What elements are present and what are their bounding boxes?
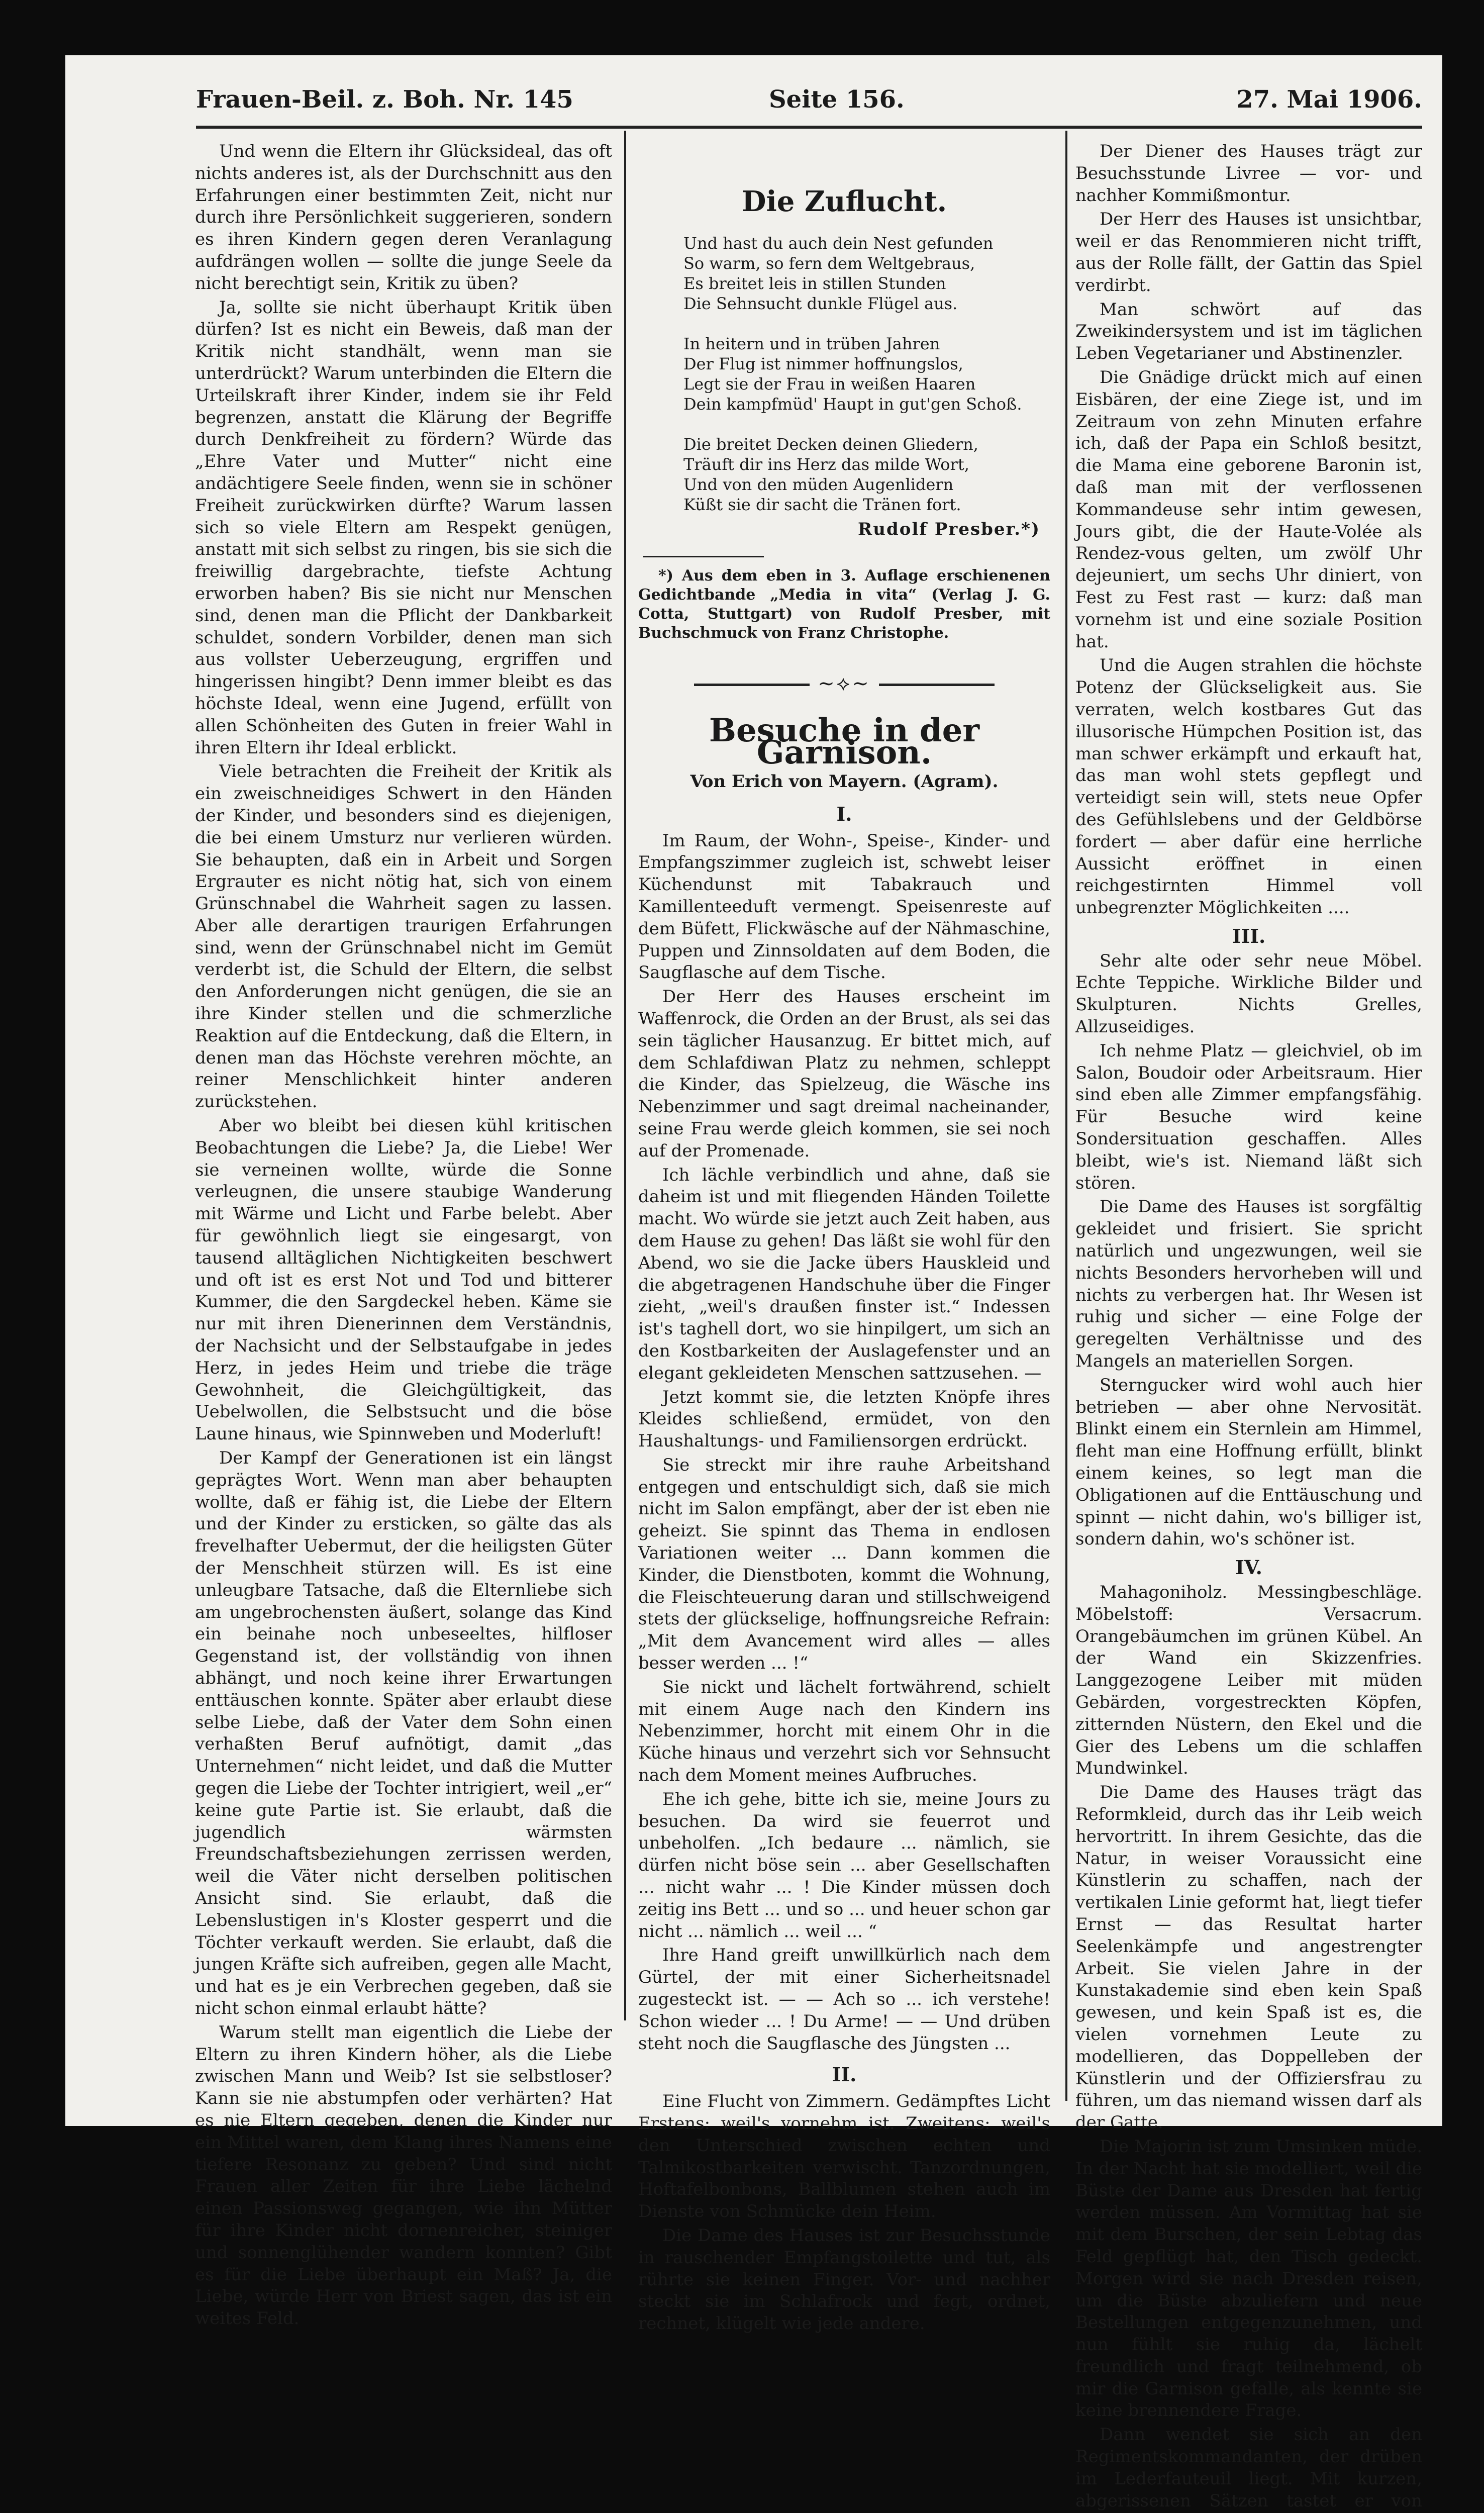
poem-line: So warm, so fern dem Weltgebraus, bbox=[683, 253, 975, 273]
poem-line: Träuft dir ins Herz das milde Wort, bbox=[683, 454, 969, 474]
footnote-rule bbox=[643, 556, 764, 557]
poem-body bbox=[683, 233, 1050, 515]
paragraph: Im Raum, der Wohn-, Speise-, Kinder- und Empfangszimmer zugleich ist, schwebt leiser Küchendunst mit Tabakrauch und Kamillenteeduft vermengt. Speisenreste auf dem Büfett, Flickwäsche auf der Nähmaschine, Puppen und Zinnsoldaten auf dem Boden, die Saugflasche auf dem Tische. bbox=[638, 830, 1050, 983]
divider-line bbox=[694, 684, 810, 686]
poem-title: Die Zuflucht. bbox=[741, 185, 947, 218]
paragraph: Jetzt kommt sie, die letzten Knöpfe ihres Kleides schließend, ermüdet, von den Haushaltungs- und Familiensorgen erdrückt. bbox=[638, 1387, 1050, 1452]
column-rule-right bbox=[1065, 131, 1067, 2101]
poem-line: Die breitet Decken deinen Gliedern, bbox=[683, 434, 978, 454]
poem-stanza bbox=[683, 233, 1050, 314]
paragraph: Eine Flucht von Zimmern. Gedämpftes Licht Erstens: weil's vornehm ist. Zweitens: weil's den Unterschied zwischen echten und Talmikostbarkeiten verwischt. Tanzordnungen, Hoftafelbonbons, Ballblumen stehen auch im Dienste von Schmücke dein Heim. bbox=[638, 2091, 1050, 2222]
paragraph: Die Dame des Hauses ist sorgfältig gekleidet und frisiert. Sie spricht natürlich und ungezwungen, weil sie nichts Besonders hervorheben will und nichts zu verbergen hat. Ihr Wesen ist ruhig und sicher — eine Folge der geregelten Verhältnisse und des Mangels an materiellen Sorgen. bbox=[1075, 1197, 1422, 1372]
poem-line: Der Flug ist nimmer hoffnungslos, bbox=[683, 354, 963, 373]
header-date: 27. Mai 1906. bbox=[1236, 85, 1422, 114]
poem-line: Die Sehnsucht dunkle Flügel aus. bbox=[683, 294, 958, 313]
paragraph: Der Kampf der Generationen ist ein längst geprägtes Wort. Wenn man aber behaupten wollte, daß er fähig ist, die Liebe der Eltern und der Kinder zu ersticken, so gälte das als frevelhafter Uebermut, der die heiligsten Güter der Menschheit stürzen will. Es ist eine unleugbare Tatsache, daß die Elternliebe sich am ungebrochensten äußert, solange das Kind ein beinahe noch unbeseeltes, hilfloser Gegenstand ist, der vollständig von ihnen abhängt, und noch keine ihrer Erwartungen enttäuschen konnte. Später aber erlaubt diese selbe Liebe, daß der Vater dem Sohn einen verhaßten Beruf aufnötigt, damit „das Unternehmen“ nicht leidet, und daß die Mutter gegen die Liebe der Tochter intrigiert, weil „er“ keine gute Partie ist. Sie erlaubt, daß die jugendlich wärmsten Freundschaftsbeziehungen zerrissen werden, weil die Väter nicht derselben politischen Ansicht sind. Sie erlaubt, daß die Lebenslustigen in's Kloster gesperrt und die Töchter verkauft werden. Sie erlaubt, daß die jungen Kräfte sich aufreiben, gegen alle Macht, und hat es je ein Verbrechen gegeben, daß sie nicht schon einmal erlaubt hätte? bbox=[195, 1448, 612, 2018]
paragraph: Ich lächle verbindlich und ahne, daß sie daheim ist und mit fliegenden Händen Toilette macht. Wo würde sie jetzt auch Zeit haben, aus dem Hause zu gehen! Das läßt sie wohl für den Abend, wo sie die Jacke übers Hauskleid und die abgetragenen Handschuhe über die Finger zieht, „weil's draußen finster ist.“ Indessen ist's taghell dort, wo sie hinpilgert, um sich an den Kostbarkeiten der Auslagefenster und an elegant gekleideten Menschen sattzusehen. — bbox=[638, 1165, 1050, 1383]
paragraph: Sterngucker wird wohl auch hier betrieben — aber ohne Nervosität. Blinkt einem ein Sternlein am Himmel, fleht man eine Hoffnung erfüllt, blinkt einem keines, so legt man die Obligationen auf die Enttäuschung und spinnt — nicht dahin, wo's billiger ist, sondern dahin, wo's schöner ist. bbox=[1075, 1375, 1422, 1550]
ornament-icon: ~⟡~ bbox=[818, 671, 871, 695]
poem-line: Es breitet leis in stillen Stunden bbox=[683, 273, 946, 293]
newspaper-page bbox=[65, 55, 1442, 2511]
paragraph: Man schwört auf das Zweikindersystem und ist im täglichen Leben Vegetarianer und Abstinenzler. bbox=[1075, 299, 1422, 364]
header-page-number: Seite 156. bbox=[769, 85, 905, 114]
paragraph: Sehr alte oder sehr neue Möbel. Echte Teppiche. Wirkliche Bilder und Skulpturen. Nichts Grelles, Allzuseidiges. bbox=[1075, 950, 1422, 1037]
paragraph: Die Gnädige drückt mich auf einen Eisbären, der eine Ziege ist, und im Zeitraum von zehn Minuten erfahre ich, daß der Papa ein Schloß besitzt, die Mama eine geborene Baronin ist, daß man mit der verflossenen Kommandeuse sehr intim gewesen, Jours gibt, die der Haute-Volée als Rendez-vous gelten, um zwölf Uhr dejeuniert, um sechs Uhr diniert, von Fest zu Fest rast — kurz: daß man vornehm ist und eine soziale Position hat. bbox=[1075, 367, 1422, 652]
poem-stanza bbox=[683, 334, 1050, 414]
column-3 bbox=[1075, 141, 1423, 2511]
footnote-text: *) Aus dem eben in 3. Auflage erschienenen Gedichtbande „Media in vita“ (Verlag J. G. Cotta, Stuttgart) von Rudolf Presber, mit Buchschmuck von Franz Christophe. bbox=[638, 566, 1050, 642]
paragraph: Die Majorin ist zum Umsinken müde. In der Nacht hat sie modelliert, weil die Büste der Dame aus Dresden hat fertig werden müssen. Am Vormittag hat sie mit dem Burschen, der sein Lebtag das Feld gepflügt hat, den Tisch gedeckt. Morgen wird sie nach Dresden reisen, um die Büste abzuliefern und neue Bestellungen entgegenzunehmen, und nun fühlt sie ruhig da, lächelt freundlich und fragt teilnehmend, ob mir die Garnison gefalle, als kennte sie keine brennendere Frage. bbox=[1075, 2136, 1423, 2421]
poem-line: Dein kampfmüd' Haupt in gut'gen Schoß. bbox=[683, 394, 1022, 414]
column-2 bbox=[638, 141, 1050, 2334]
paragraph: Mahagoniholz. Messingbeschläge. Möbelstoff: Versacrum. Orangebäumchen im grünen Kübel. An der Wand ein Skizzenfries. Langgezogene Leiber mit müden Gebärden, vorgestreckten Köpfen, zitternden Nüstern, den Ekel und die Gier des Lebens um die schlaffen Mundwinkel. bbox=[1075, 1582, 1422, 1779]
paragraph: Ehe ich gehe, bitte ich sie, meine Jours zu besuchen. Da wird sie feuerrot und unbeholfen. „Ich bedaure ... nämlich, sie dürfen nicht böse sein ... aber Gesellschaften ... nicht wahr ... ! Die Kinder müssen doch zeitig ins Bett ... und so ... und heuer schon gar nicht ... nämlich ... weil ... “ bbox=[638, 1789, 1050, 1942]
column-rule-left bbox=[624, 131, 626, 2020]
paragraph: Sie nickt und lächelt fortwährend, schielt mit einem Auge nach den Kindern ins Nebenzimmer, horcht mit einem Ohr in die Küche hinaus und verzehrt sich vor Sehnsucht nach dem Moment meines Aufbruches. bbox=[638, 1677, 1050, 1786]
section-divider-ornament bbox=[638, 673, 1050, 695]
paragraph: Die Dame des Hauses trägt das Reformkleid, durch das ihr Leib weich hervortritt. In ihrem Gesichte, das die Natur, in weiser Voraussicht eine Künstlerin zu schaffen, nach der vertikalen Linie geformt hat, liegt tiefer Ernst — das Resultat harter Seelenkämpfe und angestrengter Arbeit. Sie vielen Jahre in der Kunstakademie sind eben kein Spaß gewesen, und kein Spaß ist es, die vielen vornehmen Leute zu modellieren, das Doppelleben der Künstlerin und der Offiziersfrau zu führen, um das niemand wissen darf als der Gatte. bbox=[1075, 1782, 1422, 2133]
poem-line: In heitern und in trüben Jahren bbox=[683, 334, 940, 353]
paragraph: Warum stellt man eigentlich die Liebe der Eltern zu ihren Kindern höher, als die Liebe zwischen Mann und Weib? Ist sie selbstloser? Kann sie nie abstumpfen oder verhärten? Hat es nie Eltern gegeben, denen die Kinder nur ein Mittel waren, dem Klang ihres Namens eine tiefere Resonanz zu geben? Und sind nicht Frauen aller Zeiten für ihre Liebe lächelnd einen Passionsweg gegangen, wie ihn Mütter für ihre Kinder nicht dornenreicher, steiniger und sonnenglühender wandern konnten? Gibt es für die Liebe überhaupt ein Maß? Ja, die Liebe, würde Herr von Briest sagen, das ist ein weites Feld. bbox=[195, 2022, 612, 2329]
paragraph: Die Dame des Hauses ist zur Besuchsstunde in rauschender Empfangstoilette und tut, als rührte sie keinen Finger. Vor- und nachher steckt sie im Schlafrock und fegt, ordnet, rechnet, klügelt wie jede andere. bbox=[638, 2225, 1050, 2334]
section-heading: III. bbox=[1232, 924, 1266, 947]
page-header bbox=[196, 85, 1422, 131]
article-byline: Von Erich von Mayern. (Agram). bbox=[690, 771, 999, 792]
paragraph: Der Herr des Hauses ist unsichtbar, weil er das Renommieren nicht trifft, aus der Rolle fällt, der Gattin das Spiel verdirbt. bbox=[1075, 209, 1422, 296]
section-heading: IV. bbox=[1235, 1556, 1262, 1579]
poem-line: Und von den müden Augenlidern bbox=[683, 474, 954, 494]
paragraph: Ihre Hand greift unwillkürlich nach dem Gürtel, der mit einer Sicherheitsnadel zugesteckt ist. — — Ach so ... ich verstehe! Schon wieder ... ! Du Arme! — — Und drüben steht noch die Saugflasche des Jüngsten ... bbox=[638, 1945, 1050, 2054]
paragraph: Aber wo bleibt bei diesen kühl kritischen Beobachtungen die Liebe? Ja, die Liebe! Wer sie verneinen wollte, würde die Sonne verleugnen, die unsere staubige Wanderung mit Wärme und Licht und Farbe belebt. Aber für gewöhnlich liegt sie eingesargt, von tausend alltäglichen Nichtigkeiten beschwert und oft ist es erst Not und Tod und bitterer Kummer, die den Sargdeckel heben. Käme sie nur mit ihren Dienerinnen dem Verständnis, der Nachsicht und der Selbstaufgabe in jedes Herz, in jedes Heim und triebe die träge Gewohnheit, die Gleichgültigkeit, das Uebelwollen, die Selbstsucht und die böse Laune hinaus, wie Spinnweben und Moderluft! bbox=[195, 1116, 612, 1444]
poem-author: Rudolf Presber.*) bbox=[858, 519, 1040, 539]
section-heading: II. bbox=[832, 2063, 857, 2086]
paragraph: Viele betrachten die Freiheit der Kritik als ein zweischneidiges Schwert in den Händen der Kinder, und besonders sind es diejenigen, die bei einem Umsturz nur verlieren würden. Sie behaupten, daß ein in Arbeit und Sorgen Ergrauter es nicht nötig hat, sich von einem Grünschnabel die Wahrheit sagen zu lassen. Aber alle derartigen traurigen Erfahrungen sind, wenn der Grünschnabel nicht im Gemüt verderbt ist, die Schuld der Eltern, die selbst den Anforderungen nicht genügen, die sie an ihre Kinder stellen und die schmerzliche Reaktion auf die Entdeckung, daß die Eltern, in denen man das Höchste verehren möchte, an reiner Menschlichkeit hinter anderen zurückstehen. bbox=[195, 761, 612, 1112]
footnote bbox=[638, 566, 1050, 643]
paragraph: Sie streckt mir ihre rauhe Arbeitshand entgegen und entschuldigt sich, daß sie mich nicht im Salon empfängt, aber der ist eben nie geheizt. Sie spinnt das Thema in endlosen Variationen weiter ... Dann kommen die Kinder, die Dienstboten, kommt die Wohnung, die Fleischteuerung daran und stillschweigend stets der glückselige, hoffnungsreiche Refrain: „Mit dem Avancement wird alles — alles besser werden ... !“ bbox=[638, 1455, 1050, 1674]
poem-line: Legt sie der Frau in weißen Haaren bbox=[683, 374, 976, 394]
divider-line bbox=[879, 684, 995, 686]
section-heading: I. bbox=[836, 802, 852, 825]
paragraph: Ich nehme Platz — gleichviel, ob im Salon, Boudoir oder Arbeitsraum. Hier sind eben alle Zimmer empfangsfähig. Für Besuche wird keine Sondersituation geschaffen. Alles bleibt, wie's ist. Niemand läßt sich stören. bbox=[1075, 1040, 1422, 1193]
poem-stanza bbox=[683, 434, 1050, 515]
paragraph: Und die Augen strahlen die höchste Potenz der Glückseligkeit aus. Sie verraten, welch kostbares Gut das illusorische Hümpchen Position ist, das man schwer erkämpft und erkauft hat, das man wohl stets gepflegt und verteidigt sein will, stets neue Opfer des Gefühlslebens und der Geldbörse fordert — aber dafür eine herrliche Aussicht eröffnet in einen reichgestirnten Himmel voll unbegrenzter Möglichkeiten .... bbox=[1075, 655, 1422, 918]
paragraph: Ja, sollte sie nicht überhaupt Kritik üben dürfen? Ist es nicht ein Beweis, daß man der Kritik nicht standhält, wenn man sie unterdrückt? Warum unterbinden die Eltern die Urteilskraft ihrer Kinder, indem sie ihr Feld begrenzen, anstatt die Klärung der Begriffe durch Denkfreiheit zu fördern? Würde das „Ehre Vater und Mutter“ nicht eine andächtigere Seele finden, wenn sie in schöner Freiheit zurückwirken dürfte? Warum lassen sich so viele Eltern am Respekt genügen, anstatt mit sich selbst zu ringen, bis sie sich die freiwillig dargebrachte, tiefste Achtung erworben haben? Bis sie nicht nur Menschen sind, denen man die Pflicht der Dankbarkeit schuldet, sondern Vorbilder, denen man sich aus vollster Ueberzeugung, ergriffen und hingerissen hingibt? Denn immer bleibt es das höchste Ideal, wenn eine Jugend, erfüllt von allen Schönheiten des Guten in freier Wahl in ihren Eltern ihr Ideal erblickt. bbox=[195, 297, 612, 758]
header-publication: Frauen-Beil. z. Boh. Nr. 145 bbox=[196, 85, 573, 114]
column-1 bbox=[195, 141, 612, 2329]
paragraph: Dann wendet sie sich an den Regimentskommandanten, der drüben im Lederfauteuil liegt. Mit kurzen, abgerissenen Sätzen tastet er von bbox=[1075, 2425, 1422, 2511]
article-title: Besuche in der Garnison. bbox=[709, 712, 980, 772]
poem-line: Küßt sie dir sacht die Tränen fort. bbox=[683, 495, 961, 514]
paragraph: Und wenn die Eltern ihr Glücksideal, das oft nichts anderes ist, als der Durchschnitt aus den Erfahrungen einer bestimmten Zeit, nicht nur durch ihre Persönlichkeit suggerieren, sondern es ihren Kindern gegen deren Veranlagung aufdrängen wollen — sollte die junge Seele da nicht berechtigt sein, Kritik zu üben? bbox=[195, 141, 612, 294]
paragraph: Der Diener des Hauses trägt zur Besuchsstunde Livree — vor- und nachher Kommißmontur. bbox=[1075, 141, 1422, 206]
paragraph: Der Herr des Hauses erscheint im Waffenrock, die Orden an der Brust, als sei das sein täglicher Hausanzug. Er bittet mich, auf dem Schlafdiwan Platz zu nehmen, schleppt die Kinder, das Spielzeug, die Wäsche ins Nebenzimmer und sagt dreimal nacheinander, seine Frau werde gleich kommen, sie sei noch auf der Promenade. bbox=[638, 987, 1050, 1161]
header-rule bbox=[196, 126, 1422, 129]
poem-line: Und hast du auch dein Nest gefunden bbox=[683, 233, 994, 253]
